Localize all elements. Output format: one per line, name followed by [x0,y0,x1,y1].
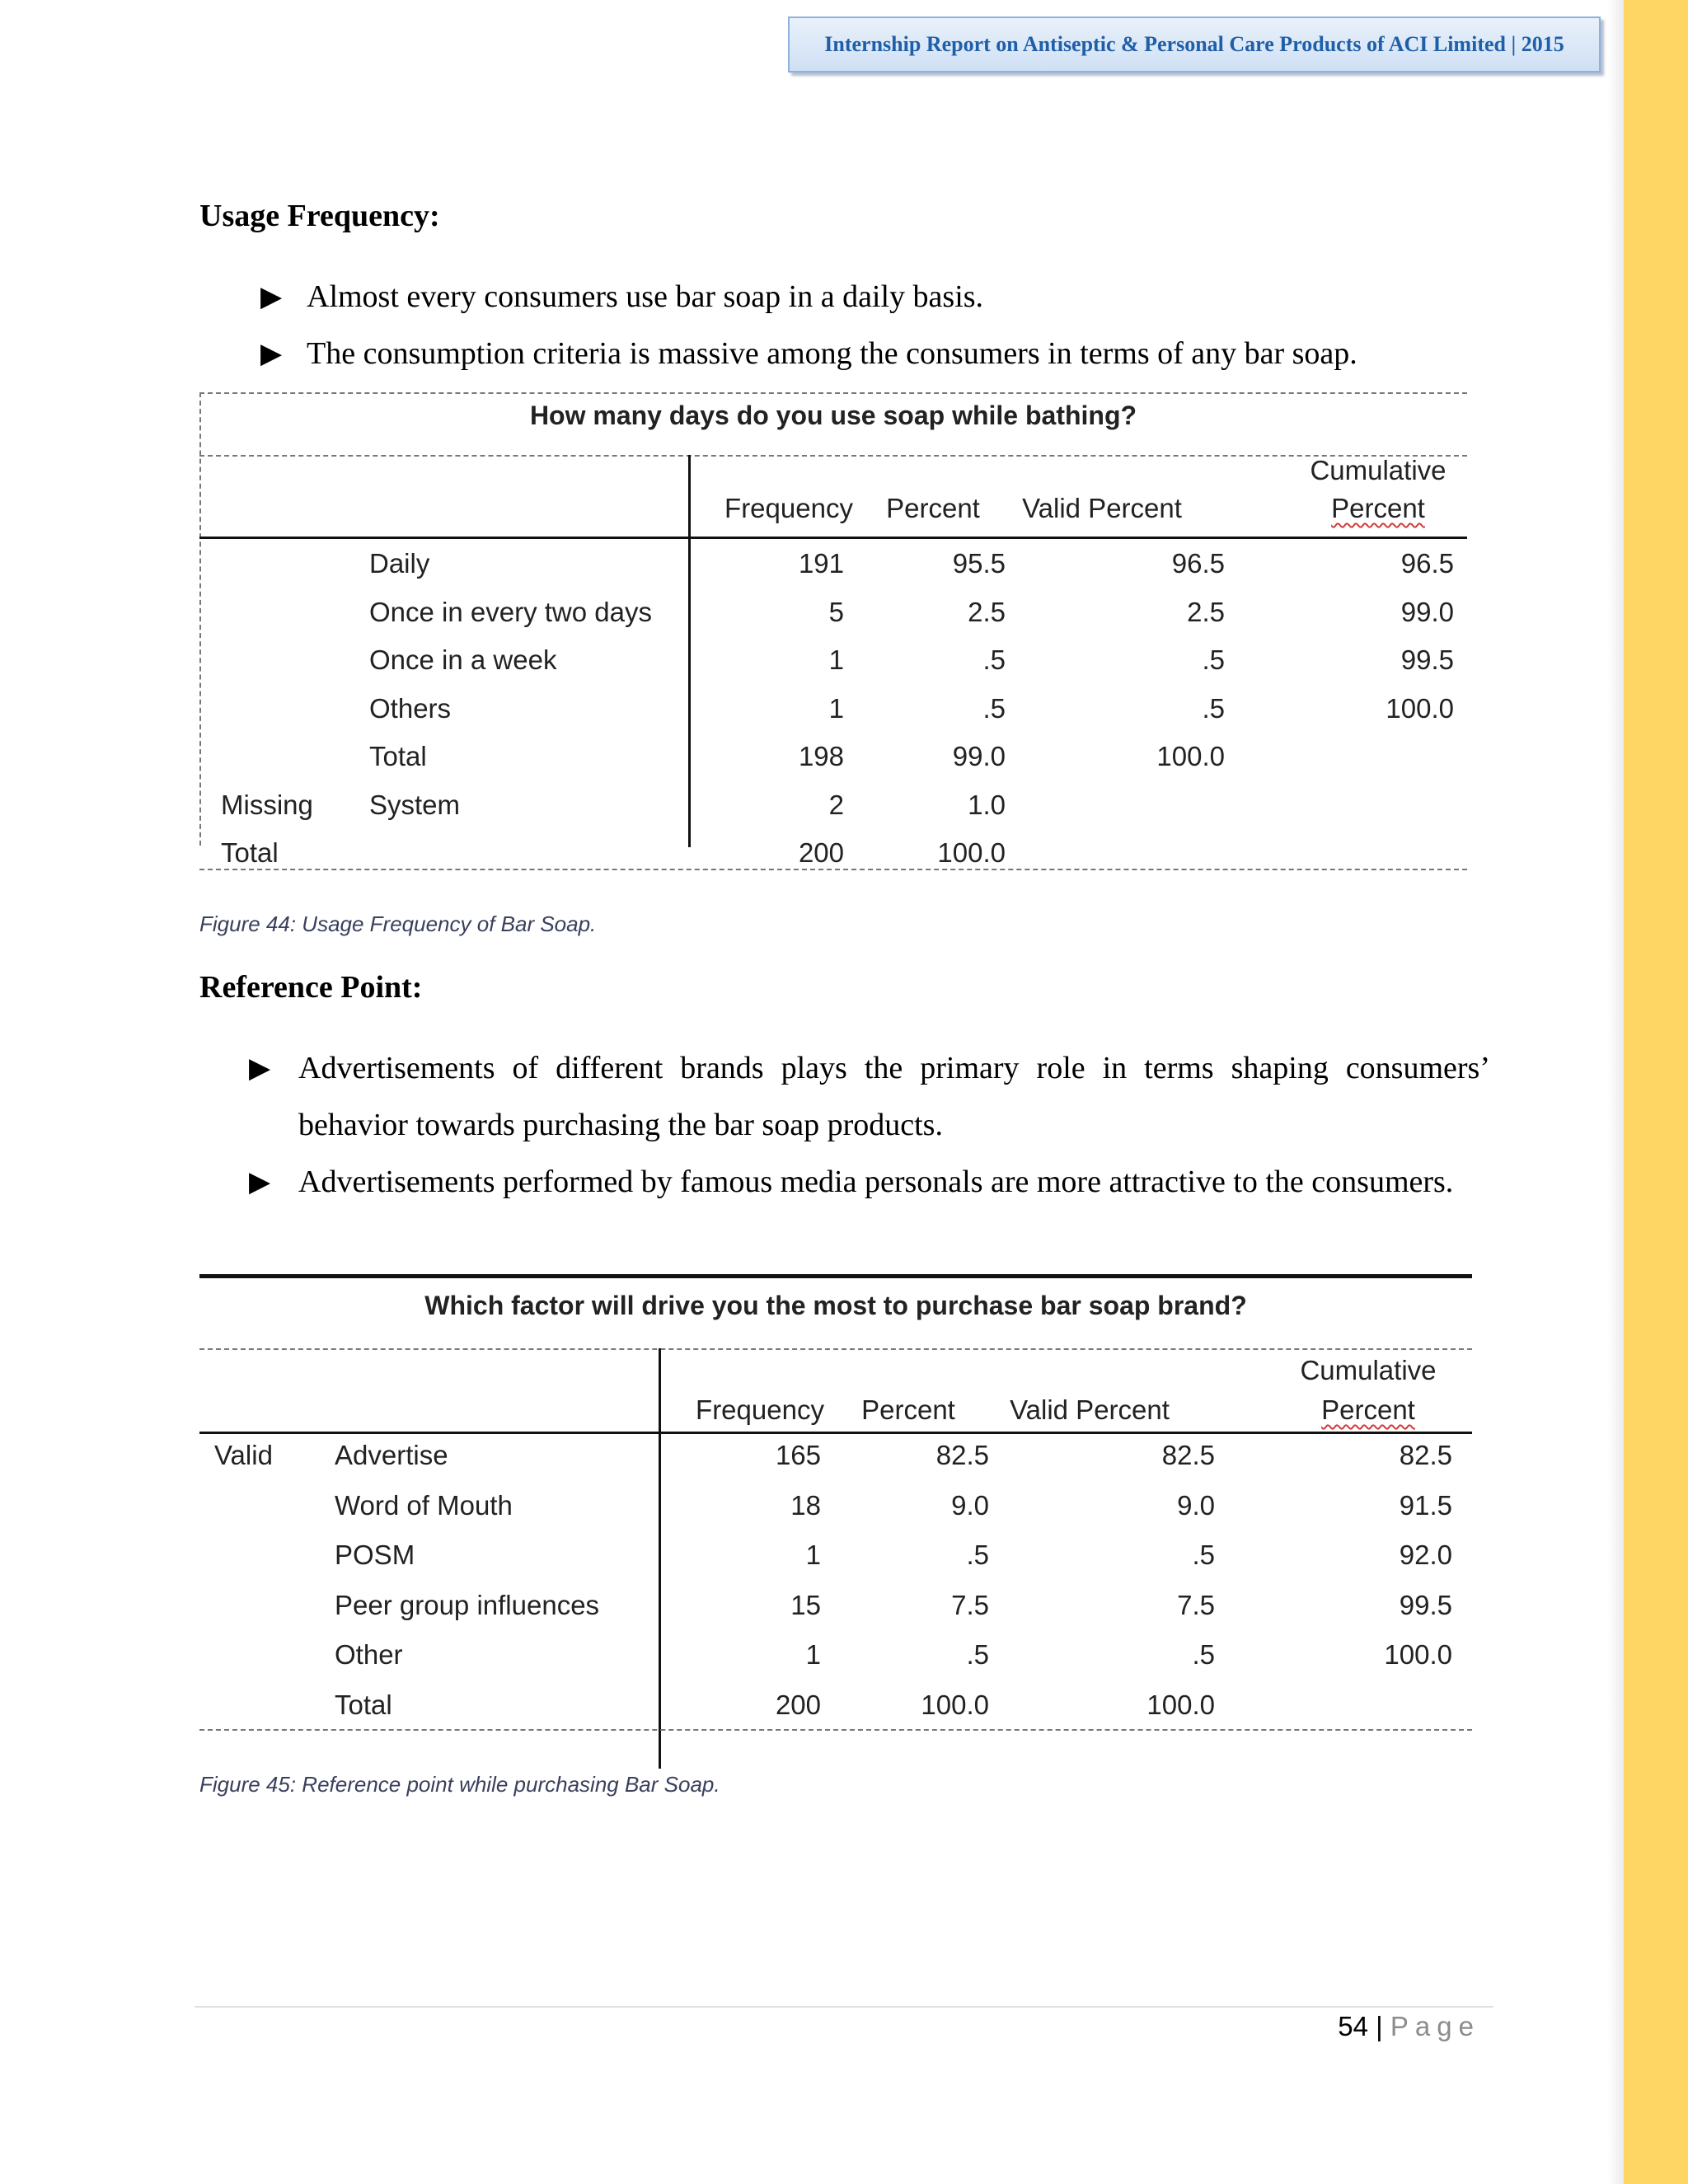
cell-percent: 2.5 [968,596,1006,627]
figure-caption: Figure 44: Usage Frequency of Bar Soap. [199,912,597,936]
column-header-cumulative-percent: Percent [1331,493,1425,523]
section-heading-reference-point: Reference Point: [199,970,423,1005]
cell-frequency: 18 [790,1489,821,1521]
row-label: Peer group influences [335,1589,600,1620]
cell-valid-percent: .5 [1192,1639,1215,1670]
column-header-frequency: Frequency [724,493,853,523]
page-number [1338,2011,1480,2042]
cell-percent: 1.0 [968,789,1006,820]
cell-valid-percent: 100.0 [1156,741,1225,771]
bullet-text: Advertisements performed by famous media personals are more attractive to the consumers. [298,1165,1454,1199]
row-label: Other [335,1639,403,1670]
decorative-side-bar [1624,0,1688,2184]
cell-frequency: 1 [805,1639,821,1670]
row-label: POSM [335,1540,415,1570]
figure-caption: Figure 45: Reference point while purchasing Bar Soap. [199,1772,720,1797]
table-rule [199,455,1467,457]
table-rule [199,392,1467,394]
column-header-percent: Percent [886,493,980,523]
bullet-item [249,1040,1490,1154]
cell-percent: 82.5 [935,1440,989,1470]
bullet-text: Almost every consumers use bar soap in a daily basis. [307,279,984,314]
cell-cumulative-percent: 99.5 [1399,1589,1452,1620]
cell-frequency: 15 [790,1589,821,1620]
table-rule [199,392,201,846]
cell-percent: 9.0 [951,1489,989,1521]
cell-percent: .5 [966,1639,989,1670]
bullet-arrow-icon: ▶ [260,282,283,312]
cell-frequency: 1 [828,692,844,724]
cell-valid-percent: 96.5 [1171,548,1225,579]
table-header-rule [199,1432,1472,1434]
page-number-value: 54 [1338,2011,1368,2041]
cell-cumulative-percent: 96.5 [1400,548,1454,579]
table-column-divider [659,1348,661,1769]
table-header-rule [199,537,1467,539]
cell-valid-percent: .5 [1192,1540,1215,1570]
cell-frequency: 165 [775,1440,821,1470]
column-header-frequency: Frequency [696,1394,824,1425]
row-label: Word of Mouth [335,1489,513,1521]
table-reference-point [199,1274,1472,1736]
row-label: Total [369,741,427,771]
cell-cumulative-percent: 91.5 [1399,1489,1452,1521]
cell-percent: 95.5 [952,548,1006,579]
cell-percent: 7.5 [951,1589,989,1620]
row-label: Daily [369,548,430,579]
bullet-arrow-icon: ▶ [249,1053,271,1084]
page-label: Page [1390,2011,1480,2041]
cell-frequency: 191 [798,548,844,579]
cell-percent: 100.0 [921,1689,989,1720]
table-rule [199,1348,1472,1350]
row-label: Total [335,1689,392,1720]
cell-frequency: 200 [775,1689,821,1720]
bullet-arrow-icon: ▶ [249,1167,271,1197]
cell-frequency: 1 [805,1540,821,1570]
cell-frequency: 2 [828,789,844,820]
column-header-cumulative: Cumulative [1310,455,1447,485]
row-group-label: Valid [214,1440,273,1470]
cell-percent: .5 [966,1540,989,1570]
bullet-arrow-icon: ▶ [260,339,283,369]
cell-frequency: 200 [798,837,844,868]
cell-valid-percent: 9.0 [1177,1489,1215,1521]
page-number-separator: | [1376,2011,1383,2041]
cell-percent: 99.0 [952,741,1006,771]
running-header-title: Internship Report on Antiseptic & Personal Care Products of ACI Limited | 2015 [824,32,1564,56]
row-label: Advertise [335,1440,448,1470]
table-usage-frequency [199,391,1467,872]
cell-valid-percent: .5 [1202,692,1225,724]
page-edge-shadow [1607,0,1624,2184]
cell-frequency: 5 [828,596,844,627]
row-label: Once in every two days [369,596,652,627]
column-header-valid-percent: Valid Percent [1022,493,1182,523]
row-group-label: Missing [221,789,313,820]
row-label: System [369,789,461,820]
row-label: Once in a week [369,644,557,675]
cell-percent: .5 [982,692,1006,724]
row-label: Others [369,692,452,724]
column-header-cumulative-percent: Percent [1321,1394,1415,1425]
row-group-label: Total [221,837,279,868]
table-title: How many days do you use soap while bathing? [529,401,1137,430]
cell-cumulative-percent: 100.0 [1386,692,1454,724]
cell-cumulative-percent: 100.0 [1384,1639,1452,1670]
column-header-cumulative: Cumulative [1300,1355,1437,1385]
cell-valid-percent: 100.0 [1146,1689,1215,1720]
cell-percent: .5 [982,644,1006,675]
cell-valid-percent: 7.5 [1177,1589,1215,1620]
bullet-item [249,1154,1490,1211]
cell-valid-percent: .5 [1202,644,1225,675]
cell-valid-percent: 2.5 [1187,596,1225,627]
table-title: Which factor will drive you the most to purchase bar soap brand? [424,1291,1247,1320]
cell-cumulative-percent: 82.5 [1399,1440,1452,1470]
table-rule [199,1729,1472,1731]
cell-frequency: 198 [798,741,844,771]
column-header-percent: Percent [861,1394,955,1425]
cell-frequency: 1 [828,644,844,675]
table-top-rule [199,1274,1472,1278]
column-header-valid-percent: Valid Percent [1010,1394,1170,1425]
section-heading-usage-frequency: Usage Frequency: [199,199,440,233]
bullet-text: Advertisements of different brands plays the primary role in terms shaping consumers’ behavior towards purchasing the bar soap products. [298,1051,1490,1142]
cell-valid-percent: 82.5 [1161,1440,1215,1470]
table-column-divider [688,455,691,847]
cell-cumulative-percent: 92.0 [1399,1540,1452,1570]
bullet-text: The consumption criteria is massive among the consumers in terms of any bar soap. [307,336,1357,371]
running-header [788,16,1601,73]
cell-cumulative-percent: 99.5 [1400,644,1454,675]
cell-cumulative-percent: 99.0 [1400,596,1454,627]
footer-rule [195,2006,1493,2008]
cell-percent: 100.0 [937,837,1006,868]
